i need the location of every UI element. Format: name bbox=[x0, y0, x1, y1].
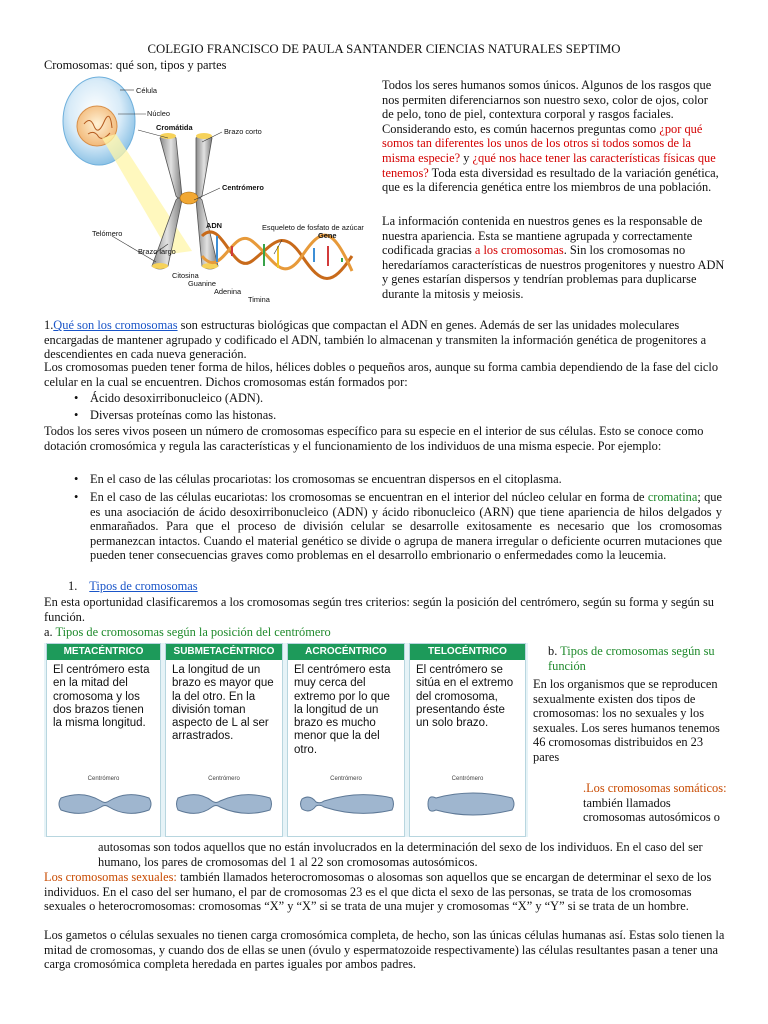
sexuales-paragraph bbox=[44, 870, 728, 914]
column-text: La longitud de un brazo es mayor que la del otro. En la división toman aspecto de L al ser arrastrados. bbox=[172, 664, 274, 743]
bullet-dot: • bbox=[74, 391, 79, 405]
sub-b-title: Tipos de cromosomas según su función bbox=[548, 644, 715, 673]
centromero-label: Centrómero bbox=[87, 776, 120, 782]
section-2-number: 1. bbox=[68, 579, 78, 593]
cromatina-term: cromatina bbox=[647, 490, 698, 504]
somaticos-paragraph bbox=[583, 781, 729, 825]
label-gene: Gene bbox=[318, 231, 337, 240]
acrocentric-chromosome-icon bbox=[296, 784, 396, 824]
tipos-cromosomas-link[interactable]: Tipos de cromosomas bbox=[89, 579, 198, 593]
bullet-procariotas bbox=[74, 472, 722, 487]
bullet-proteinas bbox=[74, 408, 722, 423]
bullet-eucariotas bbox=[74, 490, 722, 563]
intro-p2-highlight: a los cromosomas bbox=[474, 243, 564, 258]
sub-b-heading bbox=[548, 644, 728, 673]
chromosome-figure bbox=[52, 76, 374, 312]
label-esqueleto: Esqueleto de fosfato de azúcar bbox=[262, 223, 364, 232]
chromosome-illustration bbox=[52, 76, 374, 312]
column-text: El centrómero se sitúa en el extremo del cromosoma, presentando éste un solo brazo. bbox=[416, 664, 514, 730]
column-text: El centrómero esta muy cerca del extremo por lo que la longitud de un brazo es mucho menor que la del otro. bbox=[294, 664, 391, 756]
centromero-label: Centrómero bbox=[208, 776, 240, 782]
centromero-label: Centrómero bbox=[451, 776, 484, 782]
section-2-paragraph: En esta oportunidad clasificaremos a los cromosomas según tres criterios: según la posición del centrómero, según su forma y según su función. bbox=[44, 595, 714, 624]
somaticos-text: también llamados cromosomas autosómicos o bbox=[583, 795, 720, 825]
section-1-number: 1. bbox=[44, 318, 54, 332]
section-1-paragraph bbox=[44, 318, 726, 362]
intro-p2-text: La información contenida en nuestros genes es la responsable de nuestra apariencia. Esta se mantiene agrupada y correctamente codificada gracias bbox=[382, 214, 703, 258]
section-1-paragraph-3: Todos los seres vivos poseen un número de cromosomas específico para su especie en el interior de sus células. Esto se conoce como dotación cromosómica y regula las características y el funcionamiento de los individuos de una misma especie. Por ejemplo: bbox=[44, 424, 704, 453]
label-timina: Timina bbox=[248, 295, 270, 304]
intro-question-2: ¿qué nos hace tener las características físicas que tenemos? bbox=[382, 150, 716, 180]
gametos-paragraph: Los gametos o células sexuales no tienen carga cromosómica completa, de hecho, son las únicas células humanas así. Estas solo tienen la mitad de cromosomas, y cuando dos de ellas se unen (óvulo y espermatozoide respectivamente) las células resultantes pasan a tener una carga cromosómica completa heredada en partes iguales por ambos padres. bbox=[44, 928, 725, 972]
intro-text-mid: y bbox=[460, 150, 473, 165]
column-telocentrico bbox=[409, 643, 526, 837]
sexuales-text: también llamados heterocromosomas o alosomas son aquellos que se encargan de determinar el sexo de los individuos. En el caso del ser humano, el par de cromosomas 23 es el que dicta el sexo de las personas, se trata de los cromosomas sexuales o heterocromosomas: cromosomas “X” y “X” si se trata de una mujer y cromosomas “X” y “Y” si se trata de un hombre. bbox=[44, 870, 712, 914]
column-header: SUBMETACÉNTRICO bbox=[166, 644, 282, 660]
label-centromero: Centrómero bbox=[222, 183, 264, 192]
bullet-text: En el caso de las células procariotas: los cromosomas se encuentran dispersos en el citoplasma. bbox=[90, 472, 562, 486]
bullet-dot: • bbox=[74, 408, 79, 422]
column-metacentrico bbox=[46, 643, 161, 837]
label-adenina: Adenina bbox=[214, 287, 242, 296]
page-subtitle: Cromosomas: qué son, tipos y partes bbox=[44, 58, 227, 72]
submetacentric-chromosome-icon bbox=[174, 784, 274, 824]
column-header: TELOCÉNTRICO bbox=[410, 644, 525, 660]
intro-paragraph-1 bbox=[382, 78, 722, 195]
column-text: El centrómero esta en la mitad del cromosoma y los dos brazos tienen la misma longitud. bbox=[53, 664, 150, 730]
intro-paragraph-2 bbox=[382, 214, 726, 302]
sub-b-prefix: b. bbox=[548, 644, 561, 658]
bullet-dot: • bbox=[74, 490, 79, 504]
label-brazo-corto: Brazo corto bbox=[224, 127, 262, 136]
centromero-label: Centrómero bbox=[330, 776, 362, 782]
label-guanina: Guanine bbox=[188, 279, 216, 288]
label-cromatida: Cromátida bbox=[156, 123, 193, 132]
column-submetacentrico bbox=[165, 643, 283, 837]
somaticos-title: .Los cromosomas somáticos: bbox=[583, 781, 727, 795]
bullet-text-end: ; que es una asociación de ácido desoxirribonucleico (ADN) y ácido ribonucleico (ARN) que tiene apariencia de hilos delgados y enmarañados. Para que el proceso de división celular se desarrolle exitosamente es necesario que los cromosomas permanezcan intactos. Cuando el material genético se divide o agrupa de manera irregular o deficiente ocurren mutaciones que pueden tener consecuencias graves como problemas en el desarrollo embrionario o enfermedades como la leucemia. bbox=[90, 490, 722, 563]
bullet-text: Diversas proteínas como las histonas. bbox=[90, 408, 277, 422]
column-acrocentrico bbox=[287, 643, 405, 837]
que-son-cromosomas-link[interactable]: Qué son los cromosomas bbox=[53, 318, 178, 332]
section-1-paragraph-2: Los cromosomas pueden tener forma de hilos, hélices dobles o pequeños aros, aunque su forma cambia dependiendo de la fase del ciclo celular en la cual se encuentren. Dichos cromosomas están formados por: bbox=[44, 360, 719, 389]
bullet-adn bbox=[74, 391, 722, 406]
column-header: ACROCÉNTRICO bbox=[288, 644, 404, 660]
label-adn: ADN bbox=[206, 221, 223, 230]
intro-text: Todos los seres humanos somos únicos. Algunos de los rasgos que nos permiten diferenciarnos son nuestro sexo, color de ojos, color de pelo, tono de piel, contextura corporal y rasgos faciales. Considerando esto, es común hacernos preguntas como bbox=[382, 78, 712, 136]
intro-p2-end: . Sin los cromosomas no heredaríamos características de nuestros progenitores y nuestro ADN y genes estarían dispersos y tendrían problemas para duplicarse durante la mitosis y meiosis. bbox=[382, 243, 725, 301]
centromere-types-table bbox=[44, 643, 528, 837]
sub-a-heading bbox=[44, 625, 331, 640]
autosomas-paragraph: autosomas son todos aquellos que no están involucrados en la determinación del sexo de los individuos. En el caso del ser humano, los pares de cromosomas del 1 al 22 son cromosomas autosómicos. bbox=[98, 840, 703, 869]
sub-b-paragraph: En los organismos que se reproducen sexualmente existen dos tipos de cromosomas: los no sexuales y los sexuales. Los seres humanos tenemos 46 cromosomas distribuidos en 23 pares bbox=[533, 677, 720, 764]
label-celula: Célula bbox=[136, 86, 157, 95]
column-header: METACÉNTRICO bbox=[47, 644, 160, 660]
label-telomero: Telómero bbox=[92, 229, 123, 238]
bullet-text: En el caso de las células eucariotas: los cromosomas se encuentran en el interior del núcleo celular en forma de bbox=[90, 490, 648, 504]
metacentric-chromosome-icon bbox=[55, 784, 155, 824]
sub-a-title: Tipos de cromosomas según la posición del centrómero bbox=[55, 625, 331, 639]
intro-text-end: Toda esta diversidad es resultado de la variación genética, que es la diferencia genética entre los miembros de una población. bbox=[382, 165, 719, 195]
label-brazo-largo: Brazo largo bbox=[138, 247, 176, 256]
telocentric-chromosome-icon bbox=[418, 784, 518, 824]
label-citosina: Citosina bbox=[172, 271, 199, 280]
sub-a-prefix: a. bbox=[44, 625, 56, 639]
label-nucleo: Núcleo bbox=[147, 109, 171, 118]
bullet-dot: • bbox=[74, 472, 79, 486]
sexuales-title: Los cromosomas sexuales: bbox=[44, 870, 177, 884]
section-1-text: son estructuras biológicas que compactan el ADN en genes. Además de ser las unidades moleculares encargadas de mantener agrupado y codificado el ADN, también lo almacenan y transmiten la información genética de progenitores a descendientes en cada nueva generación. bbox=[44, 318, 707, 362]
section-2-heading bbox=[68, 579, 198, 594]
intro-question-1: ¿por qué somos tan diferentes los unos de los otros si todos somos de la misma especie? bbox=[382, 121, 703, 165]
page-title: COLEGIO FRANCISCO DE PAULA SANTANDER CIENCIAS NATURALES SEPTIMO bbox=[147, 42, 621, 56]
bullet-text: Ácido desoxirribonucleico (ADN). bbox=[90, 391, 264, 405]
